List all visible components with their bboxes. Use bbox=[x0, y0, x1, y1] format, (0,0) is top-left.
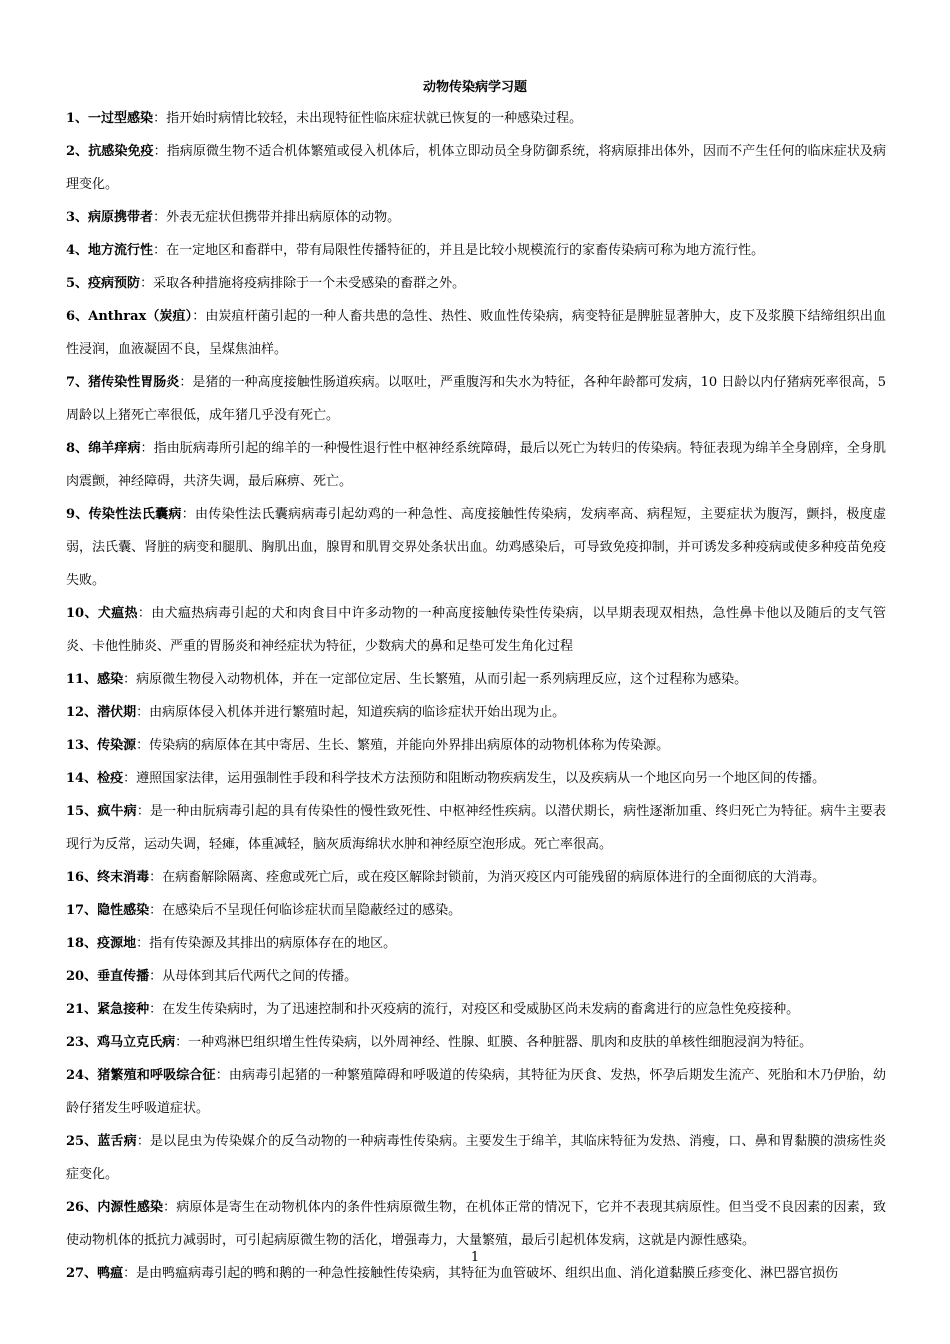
glossary-entry bbox=[66, 267, 886, 300]
entry-term: 检疫 bbox=[97, 771, 124, 786]
entry-separator: ： bbox=[153, 111, 167, 126]
glossary-entry bbox=[66, 432, 886, 498]
entry-separator: ： bbox=[163, 1200, 177, 1215]
glossary-entry bbox=[66, 135, 886, 201]
entry-term: 潜伏期 bbox=[97, 705, 137, 720]
entry-term: 绵羊痒病 bbox=[88, 441, 141, 456]
entry-separator: ： bbox=[153, 243, 167, 258]
entry-term: 猪传染性胃肠炎 bbox=[88, 375, 180, 390]
entry-number: 3、 bbox=[66, 210, 89, 225]
entry-number: 26、 bbox=[66, 1200, 98, 1215]
entry-definition: 是猪的一种高度接触性肠道疾病。以呕吐，严重腹泻和失水为特征，各种年龄都可发病，10 日龄以内仔猪病死率很高，5 周龄以上猪死亡率很低，成年猪几乎没有死亡。 bbox=[66, 375, 886, 423]
entry-number: 20、 bbox=[66, 969, 98, 984]
entry-definition: 指开始时病情比较轻，未出现特征性临床症状就已恢复的一种感染过程。 bbox=[166, 111, 583, 126]
glossary-entry bbox=[66, 927, 886, 960]
entry-term: 终末消毒 bbox=[97, 870, 150, 885]
entry-term: 疯牛病 bbox=[97, 804, 137, 819]
glossary-entry bbox=[66, 861, 886, 894]
glossary-entry bbox=[66, 597, 886, 663]
entry-definition: 由病原体侵入机体并进行繁殖时起，知道疾病的临诊症状开始出现为止。 bbox=[149, 705, 566, 720]
entry-separator: ： bbox=[123, 672, 137, 687]
entry-separator: ： bbox=[136, 738, 150, 753]
glossary-entry bbox=[66, 1059, 886, 1125]
entry-definition: 一种鸡淋巴组织增生性传染病，以外周神经、性腺、虹膜、各种脏器、肌肉和皮肤的单核性细胞浸润为特征。 bbox=[188, 1035, 813, 1050]
entry-number: 8、 bbox=[66, 441, 89, 456]
entry-number: 21、 bbox=[66, 1002, 98, 1017]
entry-term: 一过型感染 bbox=[88, 111, 154, 126]
entry-term: 感染 bbox=[97, 672, 124, 687]
entry-term: 内源性感染 bbox=[97, 1200, 164, 1215]
entry-definition: 外表无症状但携带并排出病原体的动物。 bbox=[166, 210, 401, 225]
entry-definition: 指由朊病毒所引起的绵羊的一种慢性退行性中枢神经系统障碍，最后以死亡为转归的传染病。特征表现为绵羊全身剧痒，全身肌肉震颤，神经障碍，共济失调，最后麻痹、死亡。 bbox=[66, 441, 886, 489]
glossary-entry bbox=[66, 762, 886, 795]
entry-term: 隐性感染 bbox=[97, 903, 150, 918]
entry-separator: ： bbox=[179, 375, 193, 390]
entry-number: 24、 bbox=[66, 1068, 98, 1083]
entry-separator: ： bbox=[149, 969, 163, 984]
entry-term: 犬瘟热 bbox=[97, 606, 138, 621]
entry-separator: ： bbox=[123, 771, 137, 786]
glossary-entry bbox=[66, 894, 886, 927]
entry-separator: ： bbox=[136, 804, 150, 819]
entry-number: 13、 bbox=[66, 738, 98, 753]
entry-term: 紧急接种 bbox=[97, 1002, 150, 1017]
entry-separator: ： bbox=[136, 1134, 150, 1149]
page-number: 1 bbox=[470, 1250, 480, 1265]
entry-number: 18、 bbox=[66, 936, 98, 951]
entry-separator: ： bbox=[153, 210, 167, 225]
entry-separator: ： bbox=[175, 1035, 189, 1050]
entry-definition: 遵照国家法律，运用强制性手段和科学技术方法预防和阻断动物疾病发生，以及疾病从一个地区向另一个地区间的传播。 bbox=[136, 771, 826, 786]
entry-number: 11、 bbox=[66, 672, 98, 687]
entry-term: 猪繁殖和呼吸综合征 bbox=[97, 1068, 216, 1083]
glossary-entry bbox=[66, 729, 886, 762]
entry-term: 疫病预防 bbox=[88, 276, 141, 291]
entry-definition: 在感染后不呈现任何临诊症状而呈隐蔽经过的感染。 bbox=[162, 903, 462, 918]
entry-separator: ： bbox=[215, 1068, 229, 1083]
entry-term: 传染源 bbox=[97, 738, 137, 753]
entry-definition: 从母体到其后代两代之间的传播。 bbox=[162, 969, 358, 984]
glossary-entry bbox=[66, 366, 886, 432]
glossary-entry bbox=[66, 300, 886, 366]
entry-number: 7、 bbox=[66, 375, 89, 390]
entry-definition: 是一种由朊病毒引起的具有传染性的慢性致死性、中枢神经性疾病。以潜伏期长，病性逐渐加重、终归死亡为特征。病牛主要表现行为反常，运动失调，轻瘫，体重减轻，脑灰质海绵状水肿和神经原空泡形成。死亡率很高。 bbox=[66, 804, 886, 852]
entry-definition: 由炭疽杆菌引起的一种人畜共患的急性、热性、败血性传染病，病变特征是脾脏显著肿大，皮下及浆膜下结缔组织出血性浸润，血液凝固不良，呈煤焦油样。 bbox=[66, 309, 886, 357]
entry-separator: ： bbox=[192, 309, 206, 324]
document-title: 动物传染病学习题 bbox=[422, 80, 527, 95]
glossary-list bbox=[66, 102, 886, 1290]
entry-number: 16、 bbox=[66, 870, 98, 885]
entry-definition: 采取各种措施将疫病排除于一个未受感染的畜群之外。 bbox=[153, 276, 466, 291]
entry-number: 9、 bbox=[66, 507, 89, 522]
entry-definition: 由传染性法氏囊病病毒引起幼鸡的一种急性、高度接触性传染病，发病率高、病程短，主要症状为腹泻，颤抖，极度虚弱，法氏囊、肾脏的病变和腿肌、胸肌出血，腺胃和肌胃交界处条状出血。幼鸡感染后，可导致免疫抑制，并可诱发多种疫病或使多种疫苗免疫失败。 bbox=[66, 507, 886, 588]
entry-term: 垂直传播 bbox=[97, 969, 150, 984]
entry-term: 疫源地 bbox=[97, 936, 137, 951]
entry-term: 地方流行性 bbox=[88, 243, 154, 258]
entry-separator: ： bbox=[153, 144, 167, 159]
entry-number: 5、 bbox=[66, 276, 89, 291]
entry-separator: ： bbox=[137, 606, 152, 621]
glossary-entry bbox=[66, 993, 886, 1026]
glossary-entry bbox=[66, 1026, 886, 1059]
entry-definition: 传染病的病原体在其中寄居、生长、繁殖，并能向外界排出病原体的动物机体称为传染源。 bbox=[149, 738, 670, 753]
entry-separator: ： bbox=[149, 870, 163, 885]
entry-term: Anthrax（炭疽） bbox=[88, 309, 193, 324]
entry-separator: ： bbox=[149, 903, 163, 918]
entry-term: 传染性法氏囊病 bbox=[88, 507, 182, 522]
entry-definition: 指病原微生物不适合机体繁殖或侵入机体后，机体立即动员全身防御系统，将病原排出体外，因而不产生任何的临床症状及病理变化。 bbox=[66, 144, 886, 192]
glossary-entry bbox=[66, 696, 886, 729]
entry-separator: ： bbox=[140, 276, 154, 291]
entry-number: 17、 bbox=[66, 903, 98, 918]
glossary-entry bbox=[66, 498, 886, 597]
entry-separator: ： bbox=[149, 1002, 163, 1017]
entry-definition: 在一定地区和畜群中，带有局限性传播特征的，并且是比较小规模流行的家畜传染病可称为地方流行性。 bbox=[166, 243, 765, 258]
entry-number: 2、 bbox=[66, 144, 89, 159]
entry-number: 6、 bbox=[66, 309, 89, 324]
entry-term: 鸭瘟 bbox=[97, 1266, 124, 1281]
entry-separator: ： bbox=[123, 1266, 137, 1281]
entry-definition: 由犬瘟热病毒引起的犬和肉食目中许多动物的一种高度接触传染性传染病，以早期表现双相热，急性鼻卡他以及随后的支气管炎、卡他性肺炎、严重的胃肠炎和神经症状为特征，少数病犬的鼻和足垫可发生角化过程 bbox=[66, 606, 886, 654]
entry-definition: 病原体是寄生在动物机体内的条件性病原微生物，在机体正常的情况下，它并不表现其病原性。但当受不良因素的因素，致使动物机体的抵抗力减弱时，可引起病原微生物的活化，增强毒力，大量繁殖，最后引起机体发病，这就是内源性感染。 bbox=[66, 1200, 886, 1248]
entry-term: 病原携带者 bbox=[88, 210, 154, 225]
entry-number: 10、 bbox=[66, 606, 98, 621]
entry-separator: ： bbox=[181, 507, 195, 522]
entry-definition: 病原微生物侵入动物机体，并在一定部位定居、生长繁殖，从而引起一系列病理反应，这个过程称为感染。 bbox=[136, 672, 748, 687]
entry-number: 4、 bbox=[66, 243, 89, 258]
entry-number: 25、 bbox=[66, 1134, 98, 1149]
entry-definition: 在病畜解除隔离、痊愈或死亡后，或在疫区解除封锁前，为消灭疫区内可能残留的病原体进行的全面彻底的大消毒。 bbox=[162, 870, 826, 885]
glossary-entry bbox=[66, 234, 886, 267]
entry-term: 蓝舌病 bbox=[97, 1134, 137, 1149]
entry-number: 15、 bbox=[66, 804, 98, 819]
entry-number: 23、 bbox=[66, 1035, 98, 1050]
entry-definition: 是以昆虫为传染媒介的反刍动物的一种病毒性传染病。主要发生于绵羊，其临床特征为发热、消瘦，口、鼻和胃黏膜的溃疡性炎症变化。 bbox=[66, 1134, 886, 1182]
entry-number: 1、 bbox=[66, 111, 89, 126]
glossary-entry bbox=[66, 1125, 886, 1191]
entry-definition: 在发生传染病时，为了迅速控制和扑灭疫病的流行，对疫区和受威胁区尚未发病的畜禽进行的应急性免疫接种。 bbox=[162, 1002, 800, 1017]
glossary-entry bbox=[66, 663, 886, 696]
entry-number: 14、 bbox=[66, 771, 98, 786]
entry-term: 抗感染免疫 bbox=[88, 144, 154, 159]
entry-separator: ： bbox=[136, 705, 150, 720]
entry-definition: 指有传染源及其排出的病原体存在的地区。 bbox=[149, 936, 397, 951]
entry-number: 12、 bbox=[66, 705, 98, 720]
entry-separator: ： bbox=[140, 441, 154, 456]
glossary-entry bbox=[66, 201, 886, 234]
glossary-entry bbox=[66, 795, 886, 861]
glossary-entry bbox=[66, 102, 886, 135]
glossary-entry bbox=[66, 960, 886, 993]
entry-separator: ： bbox=[136, 936, 150, 951]
entry-term: 鸡马立克氏病 bbox=[97, 1035, 176, 1050]
entry-definition: 是由鸭瘟病毒引起的鸭和鹅的一种急性接触性传染病，其特征为血管破坏、组织出血、消化道黏膜丘疹变化、淋巴器官损伤 bbox=[136, 1266, 839, 1281]
entry-definition: 由病毒引起猪的一种繁殖障碍和呼吸道的传染病，其特征为厌食、发热，怀孕后期发生流产、死胎和木乃伊胎，幼龄仔猪发生呼吸道症状。 bbox=[66, 1068, 886, 1116]
entry-number: 27、 bbox=[66, 1266, 98, 1281]
